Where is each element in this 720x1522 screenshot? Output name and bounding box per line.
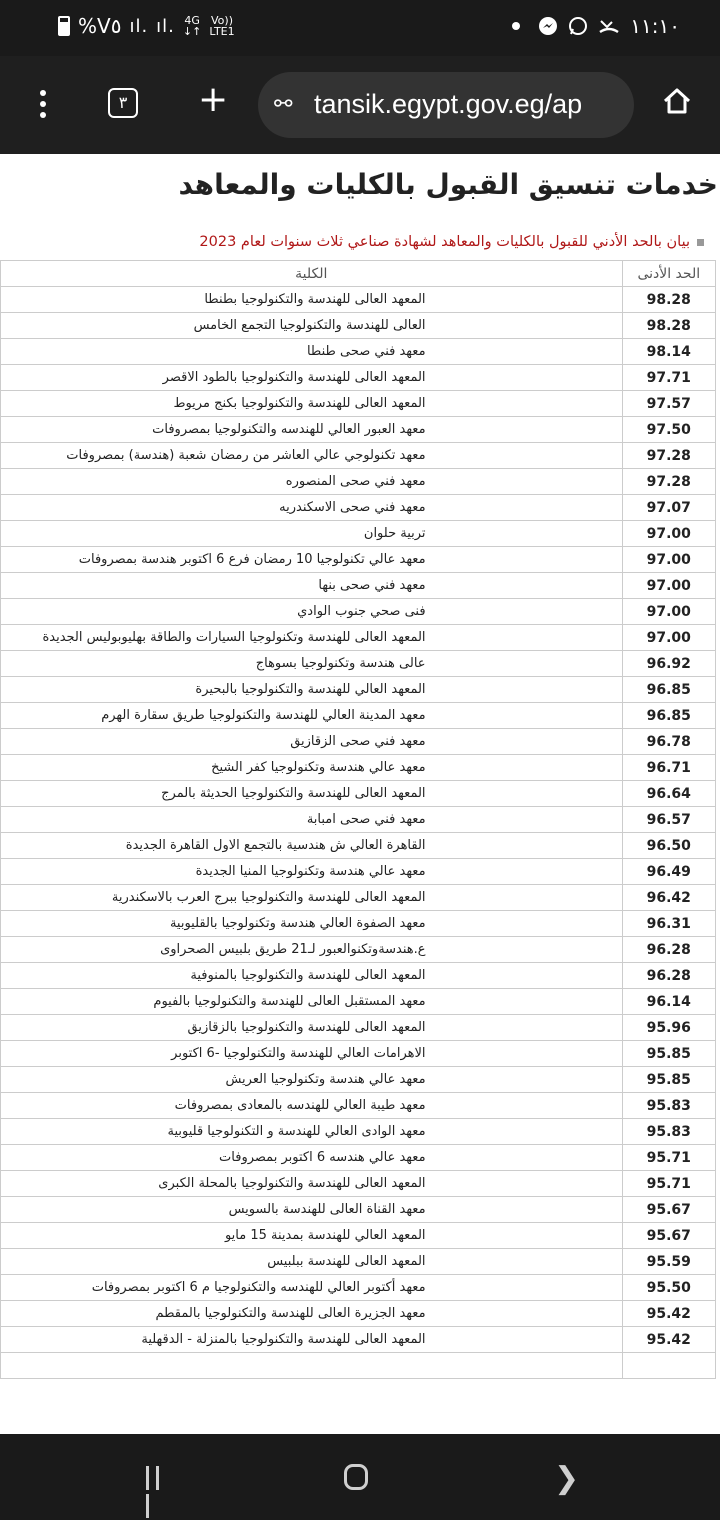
status-right <box>512 14 680 38</box>
table-row <box>1 1145 716 1171</box>
table-row <box>1 781 716 807</box>
grade-cell: 95.42 <box>622 1301 715 1327</box>
table-row <box>1 1093 716 1119</box>
college-cell: المعهد العالى للهندسة وتكنولوجيا السيارات والطاقة بهليوبوليس الجديدة <box>1 625 623 651</box>
table-row <box>1 1223 716 1249</box>
college-cell: معهد فني صحى المنصوره <box>1 469 623 495</box>
college-cell: معهد عالي هندسة وتكنولوجيا كفر الشيخ <box>1 755 623 781</box>
college-cell: المعهد العالى للهندسة والتكنولوجيا بالمنزلة - الدقهلية <box>1 1327 623 1353</box>
grade-cell: 96.42 <box>622 885 715 911</box>
college-cell: معهد فني صحى امبابة <box>1 807 623 833</box>
grade-cell: 96.49 <box>622 859 715 885</box>
grade-cell: 95.83 <box>622 1093 715 1119</box>
college-cell: معهد العبور العالي للهندسه والتكنولوجيا بمصروفات <box>1 417 623 443</box>
college-cell: معهد طيبة العالي للهندسه بالمعادى بمصروفات <box>1 1093 623 1119</box>
college-cell: معهد فني صحى الزقازيق <box>1 729 623 755</box>
table-row <box>1 417 716 443</box>
table-row <box>1 885 716 911</box>
college-cell: معهد فني صحى بنها <box>1 573 623 599</box>
page-title: خدمات تنسيق القبول بالكليات والمعاهد <box>178 168 718 201</box>
grade-cell: 97.28 <box>622 469 715 495</box>
system-nav-bar <box>0 1434 720 1520</box>
battery-percent: %V٥ <box>78 14 122 38</box>
grade-cell: 97.28 <box>622 443 715 469</box>
table-row <box>1 703 716 729</box>
grade-cell: 95.59 <box>622 1249 715 1275</box>
network-type: 4G <box>184 14 200 27</box>
table-row <box>1 963 716 989</box>
table-row <box>1 313 716 339</box>
grade-cell: 95.42 <box>622 1327 715 1353</box>
college-cell: معهد فني صحى الاسكندريه <box>1 495 623 521</box>
college-cell: معهد الصفوة العالي هندسة وتكنولوجيا بالقليوبية <box>1 911 623 937</box>
grade-cell: 96.85 <box>622 703 715 729</box>
grade-cell: 95.67 <box>622 1197 715 1223</box>
table-row <box>1 287 716 313</box>
table-row <box>1 807 716 833</box>
grade-cell: 95.83 <box>622 1119 715 1145</box>
grade-cell: 95.67 <box>622 1223 715 1249</box>
table-row <box>1 1015 716 1041</box>
clock: ١١:١٠ <box>630 14 680 38</box>
table-row <box>1 443 716 469</box>
grade-cell: 96.57 <box>622 807 715 833</box>
table-row <box>1 1353 716 1379</box>
college-cell: المعهد العالي للهندسة بمدينة 15 مايو <box>1 1223 623 1249</box>
table-row <box>1 391 716 417</box>
url-text[interactable]: tansik.egypt.gov.eg/ap <box>314 89 583 119</box>
table-row <box>1 1197 716 1223</box>
grade-cell: 96.85 <box>622 677 715 703</box>
table-row <box>1 729 716 755</box>
grade-cell: 96.92 <box>622 651 715 677</box>
college-cell: معهد القناة العالى للهندسة بالسويس <box>1 1197 623 1223</box>
table-row <box>1 755 716 781</box>
table-row <box>1 599 716 625</box>
grade-cell: 96.64 <box>622 781 715 807</box>
table-row <box>1 989 716 1015</box>
table-row <box>1 495 716 521</box>
table-row <box>1 469 716 495</box>
table-row <box>1 1067 716 1093</box>
college-cell: معهد المدينة العالي للهندسة والتكنولوجيا طريق سقارة الهرم <box>1 703 623 729</box>
table-row <box>1 625 716 651</box>
grade-cell: 97.00 <box>622 625 715 651</box>
college-cell: الاهرامات العالي للهندسة والتكنولوجيا -6 اكتوبر <box>1 1041 623 1067</box>
table-header-row <box>1 261 716 287</box>
college-cell: العالى للهندسة والتكنولوجيا التجمع الخامس <box>1 313 623 339</box>
table-row <box>1 1301 716 1327</box>
status-bar <box>0 0 720 56</box>
college-cell: المعهد العالى للهندسة والتكنولوجيا الحديثة بالمرج <box>1 781 623 807</box>
messenger-icon <box>538 16 558 36</box>
grade-cell: 97.07 <box>622 495 715 521</box>
table-row <box>1 1041 716 1067</box>
whatsapp-icon <box>568 16 588 36</box>
college-cell: المعهد العالى للهندسة والتكنولوجيا بالطود الاقصر <box>1 365 623 391</box>
tab-count: ٣ <box>118 93 128 112</box>
table-row <box>1 1171 716 1197</box>
table-row <box>1 859 716 885</box>
grade-cell: 96.71 <box>622 755 715 781</box>
grade-cell: 96.28 <box>622 963 715 989</box>
grade-cell: 98.14 <box>622 339 715 365</box>
college-cell: ع.هندسةوتكنوالعبور لـ21 طريق بلبيس الصحراوى <box>1 937 623 963</box>
notification-dot-icon <box>512 22 520 30</box>
table-row <box>1 677 716 703</box>
table-row <box>1 573 716 599</box>
browser-toolbar <box>0 56 720 154</box>
grade-cell: 97.00 <box>622 521 715 547</box>
new-tab-plus-icon[interactable]: + <box>198 79 229 120</box>
tabs-button[interactable] <box>108 88 138 118</box>
college-cell: المعهد العالى للهندسة والتكنولوجيا بالزقازيق <box>1 1015 623 1041</box>
table-row <box>1 1249 716 1275</box>
lte-label: LTE1 <box>209 25 235 38</box>
college-cell: فنى صحي جنوب الوادي <box>1 599 623 625</box>
grade-cell: 98.28 <box>622 287 715 313</box>
table-row <box>1 937 716 963</box>
grade-cell: 95.85 <box>622 1041 715 1067</box>
college-cell: معهد عالي هندسة وتكنولوجيا العريش <box>1 1067 623 1093</box>
signal-icon-2: ıl. <box>156 15 175 37</box>
grade-cell: 96.28 <box>622 937 715 963</box>
college-cell: معهد عالي هندسة وتكنولوجيا المنيا الجديدة <box>1 859 623 885</box>
network-indicator: 4G ↓↑ <box>182 14 202 38</box>
college-cell: المعهد العالى للهندسة والتكنولوجيا بالمحلة الكبرى <box>1 1171 623 1197</box>
recent-apps-icon[interactable] <box>146 1466 174 1490</box>
college-cell: معهد عالي هندسه 6 اكتوبر بمصروفات <box>1 1145 623 1171</box>
grade-cell: 98.28 <box>622 313 715 339</box>
table-row <box>1 339 716 365</box>
college-cell: المعهد العالى للهندسة والتكنولوجيا بالمنوفية <box>1 963 623 989</box>
college-cell: عالى هندسة وتكنولوجيا بسوهاج <box>1 651 623 677</box>
home-circle-icon[interactable] <box>344 1464 368 1490</box>
college-cell: المعهد العالى للهندسة والتكنولوجيا بطنطا <box>1 287 623 313</box>
table-row <box>1 521 716 547</box>
table-body <box>1 287 716 1379</box>
grade-cell: 97.00 <box>622 599 715 625</box>
grade-cell: 97.71 <box>622 365 715 391</box>
grade-cell: 97.00 <box>622 547 715 573</box>
college-cell: المعهد العالى للهندسة والتكنولوجيا بكنج مريوط <box>1 391 623 417</box>
bullet-icon <box>697 239 704 246</box>
table-caption <box>199 234 704 250</box>
address-bar[interactable] <box>258 72 634 138</box>
table-row <box>1 1327 716 1353</box>
signal-icon: ıl. <box>129 15 149 37</box>
college-cell: معهد المستقبل العالى للهندسة والتكنولوجيا بالفيوم <box>1 989 623 1015</box>
grade-cell: 96.50 <box>622 833 715 859</box>
tune-icon[interactable]: ⚯ <box>274 92 293 117</box>
college-cell: معهد الوادى العالي للهندسة و التكنولوجيا قليوبية <box>1 1119 623 1145</box>
college-cell: المعهد العالي للهندسة والتكنولوجيا بالبحيرة <box>1 677 623 703</box>
volte-label: Vo)) <box>211 14 233 27</box>
college-cell: المعهد العالى للهندسة والتكنولوجيا ببرج العرب بالاسكندرية <box>1 885 623 911</box>
college-cell: تربية حلوان <box>1 521 623 547</box>
table-row <box>1 1119 716 1145</box>
table-row <box>1 911 716 937</box>
grade-cell: 97.50 <box>622 417 715 443</box>
home-icon[interactable] <box>662 86 692 116</box>
menu-icon[interactable] <box>40 90 46 123</box>
grade-cell: 95.85 <box>622 1067 715 1093</box>
table-row <box>1 833 716 859</box>
college-cell: معهد عالي تكنولوجيا 10 رمضان فرع 6 اكتوبر هندسة بمصروفات <box>1 547 623 573</box>
grade-cell: 97.57 <box>622 391 715 417</box>
college-cell: معهد الجزيرة العالى للهندسة والتكنولوجيا بالمقطم <box>1 1301 623 1327</box>
college-cell: معهد تكنولوجي عالي العاشر من رمضان شعبة (هندسة) بمصروفات <box>1 443 623 469</box>
back-chevron-icon[interactable]: ❯ <box>554 1461 580 1496</box>
college-cell: المعهد العالى للهندسة ببلبيس <box>1 1249 623 1275</box>
grade-cell: 95.71 <box>622 1145 715 1171</box>
college-cell: معهد أكتوبر العالي للهندسه والتكنولوجيا م 6 اكتوبر بمصروفات <box>1 1275 623 1301</box>
volte-indicator <box>209 15 234 37</box>
table-row <box>1 365 716 391</box>
grade-cell: 96.14 <box>622 989 715 1015</box>
caption-text: بيان بالحد الأدني للقبول بالكليات والمعاهد لشهادة صناعي ثلاث سنوات لعام 2023 <box>199 234 690 250</box>
missed-call-icon <box>598 16 620 36</box>
status-left <box>58 14 235 38</box>
college-cell: معهد فني صحى طنطا <box>1 339 623 365</box>
college-cell: القاهرة العالي ش هندسية بالتجمع الاول القاهرة الجديدة <box>1 833 623 859</box>
grade-cell: 96.31 <box>622 911 715 937</box>
battery-icon <box>58 16 70 36</box>
web-page <box>0 154 720 1434</box>
grade-cell: 96.78 <box>622 729 715 755</box>
table-row <box>1 1275 716 1301</box>
header-college: الكلية <box>1 261 623 287</box>
header-grade: الحد الأدنى <box>622 261 715 287</box>
grade-cell: 95.50 <box>622 1275 715 1301</box>
grade-cell: 95.71 <box>622 1171 715 1197</box>
admission-table <box>0 260 716 1379</box>
college-cell <box>1 1353 623 1379</box>
grade-cell: 95.96 <box>622 1015 715 1041</box>
table-row <box>1 547 716 573</box>
table-row <box>1 651 716 677</box>
grade-cell <box>622 1353 715 1379</box>
grade-cell: 97.00 <box>622 573 715 599</box>
